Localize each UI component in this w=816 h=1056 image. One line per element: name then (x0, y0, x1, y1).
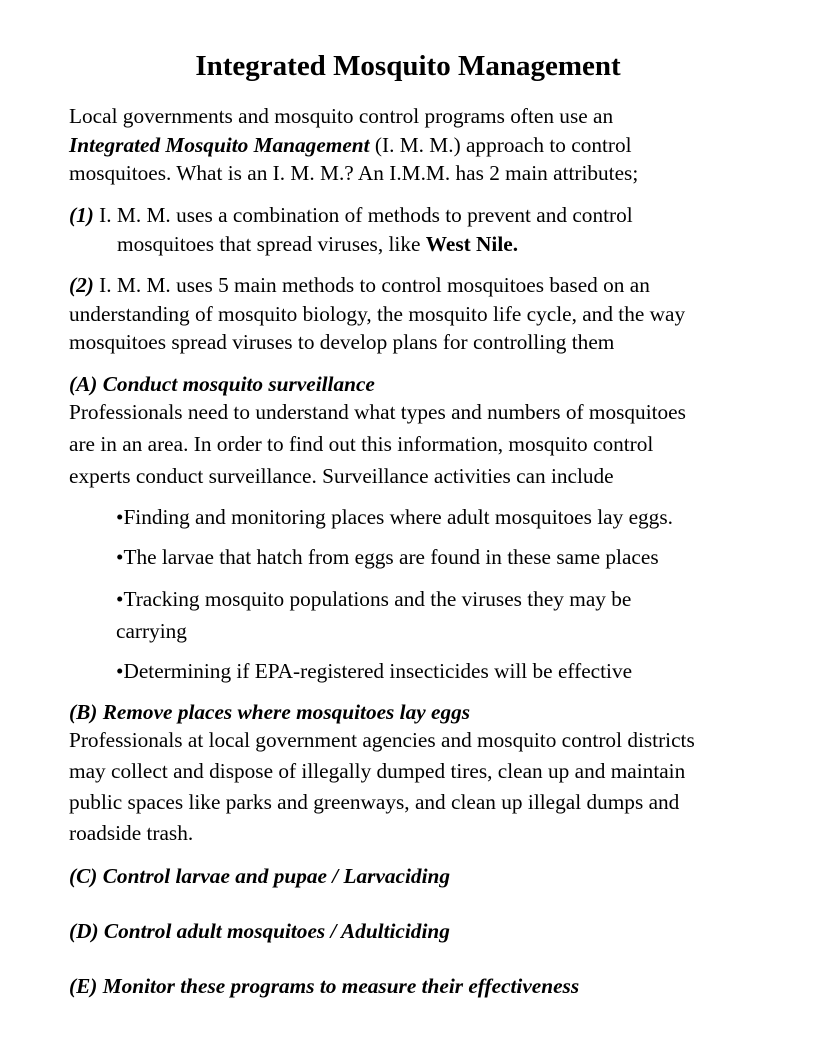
attribute-2-marker: (2) (69, 273, 94, 297)
intro-paragraph (69, 102, 789, 188)
attribute-2-line-1 (69, 271, 789, 300)
attribute-1-marker: (1) (69, 203, 94, 227)
attribute-2-line-2: understanding of mosquito biology, the mosquito life cycle, and the way (69, 301, 686, 326)
attribute-2 (69, 271, 789, 357)
section-b-line-2: may collect and dispose of illegally dumped tires, clean up and maintain (69, 759, 686, 783)
intro-line-1: Local governments and mosquito control programs often use an (69, 104, 614, 128)
section-b-line-3: public spaces like parks and greenways, and clean up illegal dumps and (69, 790, 680, 814)
bullet-item-3-continuation: carrying (116, 619, 187, 643)
section-a-paragraph (69, 396, 686, 492)
attribute-2-line-3: mosquitoes spread viruses to develop plans for controlling them (69, 330, 615, 354)
intro-line-2 (69, 131, 789, 160)
section-e-heading: (E) Monitor these programs to measure their effectiveness (69, 974, 580, 998)
section-c-heading: (C) Control larvae and pupae / Larvaciding (69, 864, 450, 888)
section-d-heading: (D) Control adult mosquitoes / Adulticiding (69, 919, 450, 943)
section-a-line-3: experts conduct surveillance. Surveillance activities can include (69, 464, 614, 488)
document-title: Integrated Mosquito Management (195, 50, 621, 82)
attribute-1-line-2 (69, 230, 789, 259)
west-nile-term: West Nile. (425, 231, 519, 256)
intro-line-3: mosquitoes. What is an I. M. M.? An I.M.M. has 2 main attributes; (69, 161, 639, 185)
section-b-heading: (B) Remove places where mosquitoes lay eggs (69, 700, 471, 724)
bullet-item-3: •Tracking mosquito populations and the viruses they may be (116, 587, 632, 611)
attribute-1-line-2-text: mosquitoes that spread viruses, like (117, 231, 426, 256)
bullet-item-4: •Determining if EPA-registered insecticides will be effective (116, 659, 633, 683)
intro-line-2-rest: (I. M. M.) approach to control (369, 132, 632, 157)
imm-term: Integrated Mosquito Management (69, 132, 370, 157)
attribute-1 (69, 201, 789, 258)
section-a-line-1: Professionals need to understand what types and numbers of mosquitoes (69, 400, 686, 424)
section-a-heading: (A) Conduct mosquito surveillance (69, 372, 375, 396)
attribute-1-line-1 (69, 201, 789, 230)
attribute-2-text: I. M. M. uses 5 main methods to control mosquitoes based on an (93, 273, 650, 297)
section-a-line-2: are in an area. In order to find out this information, mosquito control (69, 432, 654, 456)
bullet-item-2: •The larvae that hatch from eggs are found in these same places (116, 545, 659, 569)
bullet-item-1: •Finding and monitoring places where adult mosquitoes lay eggs. (116, 505, 673, 529)
section-b-paragraph (69, 725, 695, 849)
attribute-1-text: I. M. M. uses a combination of methods to prevent and control (93, 203, 633, 227)
section-b-line-1: Professionals at local government agencies and mosquito control districts (69, 728, 695, 752)
section-b-line-4: roadside trash. (69, 821, 194, 845)
